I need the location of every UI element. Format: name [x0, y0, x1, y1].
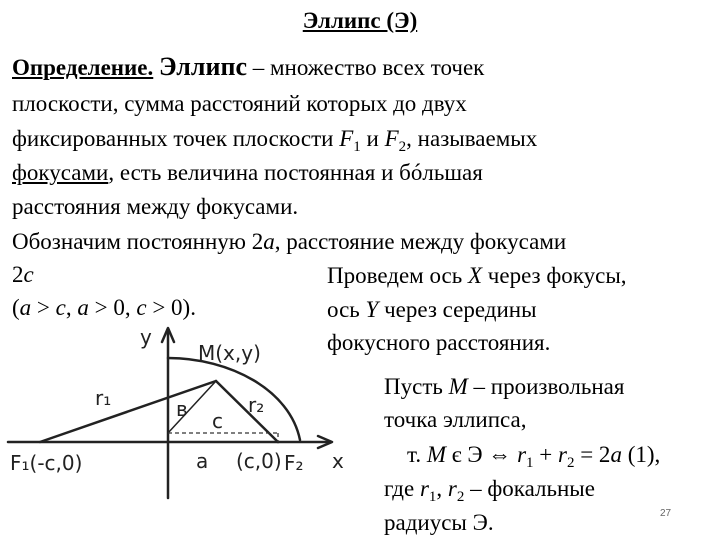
y-axis-label: y — [140, 325, 152, 349]
definition-line-3: фиксированных точек плоскости $F_1$ и $F_2$, называемых — [12, 126, 538, 155]
point-line-5: радиусы Э. — [384, 510, 494, 535]
axes-line-1: Проведем ось X через фокусы, — [327, 263, 627, 288]
notation-line-2: 2c — [12, 262, 34, 287]
r2-label: r₂ — [248, 393, 265, 417]
point-line-1: Пусть M – произвольная — [384, 374, 625, 399]
definition-line-4: фокусами, есть величина постоянная и бóльшая — [12, 160, 483, 185]
a-label: a — [196, 449, 209, 473]
definition-label: Определение. — [12, 55, 154, 80]
point-line-4: где $r_1$, $r_2$ – фокальные — [384, 476, 595, 505]
c-label: c — [212, 409, 223, 433]
f1-label: F₁(-c,0) — [10, 451, 83, 475]
notation-line-3: (a > c, a > 0, c > 0). — [12, 295, 196, 320]
axes-line-3: фокусного расстояния. — [327, 330, 551, 355]
page-number: 27 — [660, 508, 672, 519]
definition-line-5: расстояния между фокусами. — [12, 194, 299, 219]
ellipse-sketch — [0, 320, 380, 510]
point-line-3-equation: т. M є Э ⇔ $r_1 + r_2 = 2a$ (1), — [407, 442, 661, 471]
point-line-2: точка эллипса, — [384, 407, 527, 432]
definition-line-1: Определение. Эллипс – множество всех точек — [12, 52, 485, 81]
x-axis-label: x — [332, 449, 344, 473]
notation-line-1: Обозначим постоянную 2a, расстояние между фокусами — [12, 229, 567, 254]
term-ellipse: Эллипс — [159, 52, 247, 81]
b-label: в — [176, 397, 188, 421]
axes-line-2: ось Y через середины — [327, 297, 537, 322]
f2-label: F₂ — [284, 451, 304, 475]
definition-line-2: плоскости, сумма расстояний которых до двух — [12, 91, 467, 116]
r1-label: r₁ — [95, 386, 112, 410]
c0-label: (c,0) — [236, 449, 282, 473]
point-m-label: M(x,y) — [198, 341, 261, 365]
page-title: Эллипс (Э) — [302, 8, 418, 33]
